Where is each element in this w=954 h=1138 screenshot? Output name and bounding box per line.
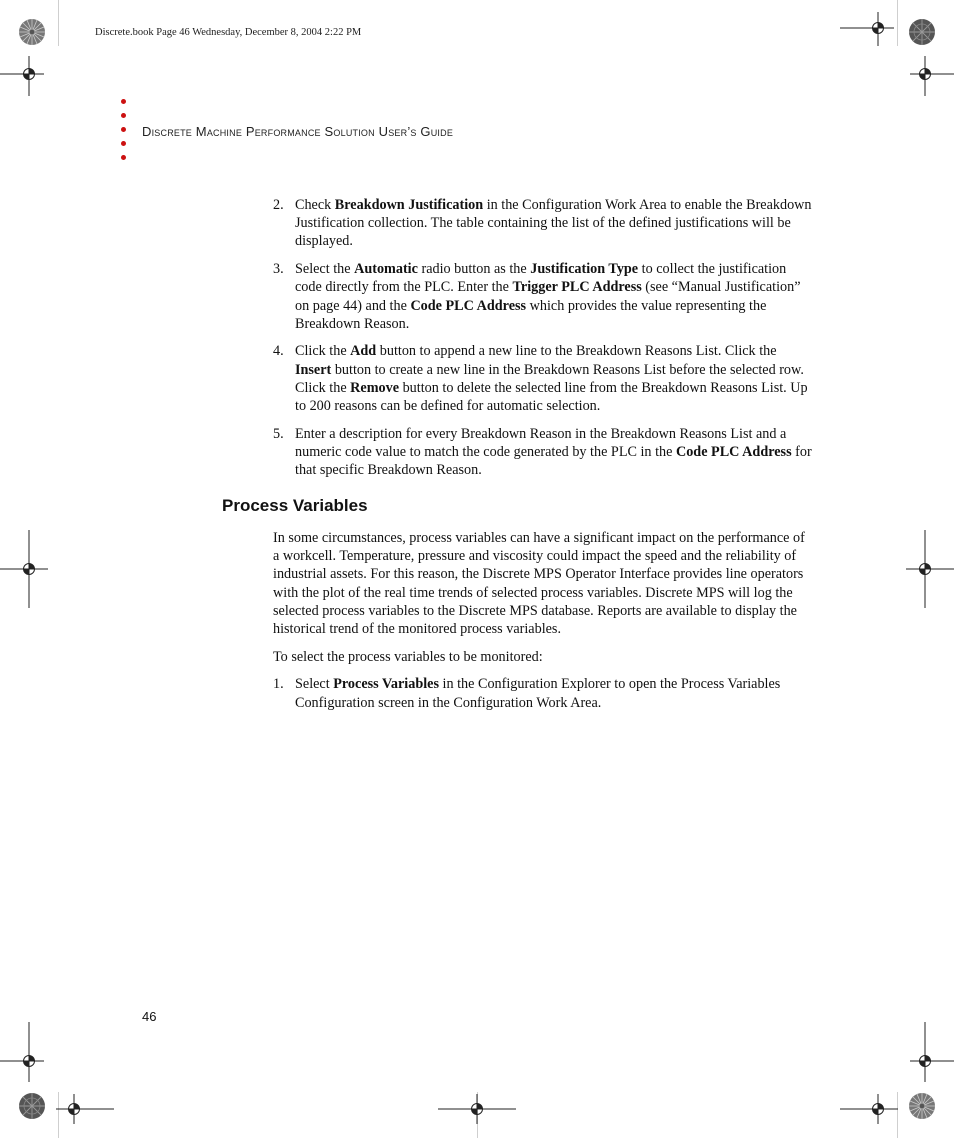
text-run: in the Configuration Work Area to enable the Breakdown Justification collection. The table containing the list of the defined justifications will be displayed. (295, 197, 812, 250)
text-run: Enter a description for every Breakdown Reason in the Breakdown Reasons List and a numeric code value to match the code generated by the PLC in the (295, 425, 787, 460)
bullet-dot-icon (121, 113, 126, 118)
margin-bullets (121, 99, 126, 169)
bullet-dot-icon (121, 127, 126, 132)
step-text (295, 196, 813, 251)
bullet-dot-icon (121, 141, 126, 146)
section-body (273, 529, 813, 721)
starburst-mark-icon (908, 18, 936, 46)
text-run: button to delete the selected line from the Breakdown Reasons List. Up to 200 reasons can be defined for automatic selection. (295, 379, 808, 415)
text-run: in the Configuration Explorer to open the Process Variables Configuration screen in the Configuration Work Area. (295, 676, 781, 711)
ui-term: Process Variables (333, 676, 439, 693)
numbered-steps (273, 196, 813, 489)
bullet-dot-icon (121, 99, 126, 104)
list-item (273, 260, 813, 333)
registration-crosshair-icon (0, 1022, 44, 1082)
crop-line (897, 0, 898, 46)
bullet-dot-icon (121, 155, 126, 160)
ui-term: Add (350, 343, 377, 360)
registration-crosshair-icon (0, 56, 44, 96)
text-run: which provides the value representing the Breakdown Reason. (295, 297, 767, 332)
paragraph: To select the process variables to be monitored: (273, 648, 543, 665)
ui-term: Code PLC Address (675, 443, 792, 460)
step-number: 2. (273, 197, 284, 213)
step-text (295, 260, 813, 333)
list-item (273, 196, 813, 251)
text-run: (see “Manual Justification” on page 44) and the (295, 279, 801, 314)
step-text (295, 342, 813, 415)
text-run: Click the (295, 343, 351, 360)
starburst-mark-icon (908, 1092, 936, 1120)
starburst-mark-icon (18, 1092, 46, 1120)
registration-crosshair-icon (840, 12, 894, 46)
step-text (295, 675, 813, 711)
registration-crosshair-icon (906, 530, 954, 608)
section-heading: Process Variables (222, 496, 368, 515)
text-run: Select (295, 676, 334, 693)
text-run: Select the (295, 261, 355, 278)
crop-line (58, 0, 59, 46)
registration-crosshair-icon (0, 530, 48, 608)
list-item (273, 675, 813, 711)
text-run: button to create a new line in the Breakdown Reasons List before the selected row. Click the (295, 361, 804, 396)
registration-crosshair-icon (56, 1094, 114, 1124)
list-item (273, 342, 813, 415)
registration-crosshair-icon (840, 1094, 898, 1124)
ui-term: Trigger PLC Address (512, 279, 642, 296)
ui-term: Automatic (354, 261, 418, 278)
registration-crosshair-icon (910, 1022, 954, 1082)
ui-term: Remove (350, 379, 400, 396)
ui-term: Code PLC Address (410, 297, 527, 314)
page-number: 46 (142, 1009, 157, 1024)
registration-crosshair-icon (910, 56, 954, 96)
text-run: to collect the justification code directly from the PLC. Enter the (295, 261, 787, 296)
section-steps (273, 675, 813, 711)
starburst-mark-icon (18, 18, 46, 46)
step-number: 1. (273, 676, 284, 693)
registration-crosshair-icon (438, 1094, 516, 1124)
step-number: 4. (273, 343, 284, 360)
print-slug: Discrete.book Page 46 Wednesday, December 8, 2004 2:22 PM (95, 27, 362, 38)
text-run: button to append a new line to the Breakdown Reasons List. Click the (376, 343, 777, 360)
text-run: radio button as the (417, 261, 531, 278)
ui-term: Insert (295, 361, 332, 378)
ui-term: Justification Type (530, 261, 639, 278)
text-run: for that specific Breakdown Reason. (295, 443, 812, 479)
list-item (273, 425, 813, 480)
step-number: 3. (273, 261, 284, 278)
ui-term: Breakdown Justification (334, 197, 484, 213)
step-number: 5. (273, 425, 284, 442)
step-text (295, 425, 813, 480)
text-run: Check (295, 197, 335, 213)
paragraph: In some circumstances, process variables can have a significant impact on the performance of a workcell. Temperature, pressure and viscosity could impact the speed and the reliability of industrial assets. For this reason, the Discrete MPS Operator Interface provides line operators with the plot of the real time trends of selected process variables. Discrete MPS will log the selected process variables to the Discrete MPS database. Reports are available to display the historical trend of the monitored process variables. (273, 530, 805, 638)
running-head: Discrete Machine Performance Solution User’s Guide (142, 124, 454, 139)
